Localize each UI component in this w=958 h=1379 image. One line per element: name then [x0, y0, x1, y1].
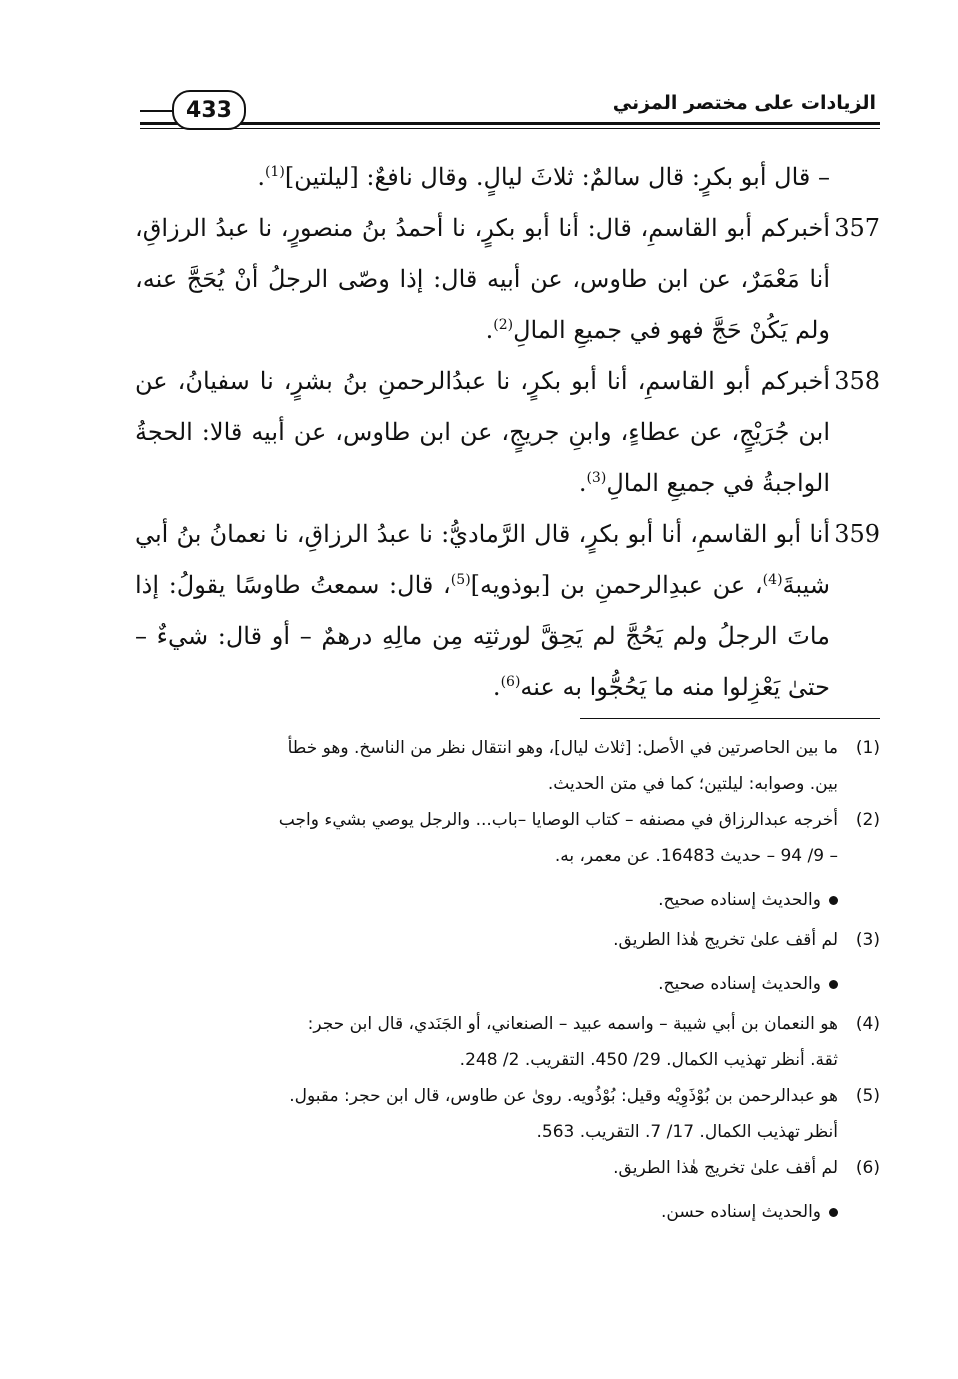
footnote-ref: (1): [264, 164, 285, 180]
header-rule-thin: [140, 128, 880, 129]
footnote-number: (6): [855, 1158, 880, 1178]
bullet-text: والحديث إسناده حسن.: [660, 1202, 821, 1222]
footnote-number: (2): [855, 810, 880, 830]
footnote-body: [135, 922, 838, 958]
footnote-body: [135, 1078, 838, 1150]
hadith-358: [135, 356, 880, 509]
hadith-357: [135, 203, 880, 356]
footnote-line: أنظر تهذيب الكمال. 17/ 7. التقريب. 563.: [536, 1122, 838, 1142]
header-rule: [140, 122, 880, 125]
hadith-number: 359: [834, 520, 880, 548]
footnote-body: [135, 1006, 838, 1078]
hadith-359: [135, 509, 880, 713]
bullet-icon: [829, 1208, 838, 1217]
footnote-body: [135, 1150, 838, 1186]
footnote-body: [135, 802, 838, 874]
footnote-bullet: [135, 882, 880, 918]
footnote-line: أخرجه عبدالرزاق في مصنفه – كتاب الوصايا –باب... والرجل يوصي بشيء واجب: [278, 810, 838, 830]
footnote-separator: [580, 718, 880, 719]
footnote-line: لم أقف علىٰ تخريج هٰذا الطريق.: [613, 1158, 838, 1178]
hadith-text: أنا أبو القاسمِ، أنا أبو بكرٍ، قال الرَّماديُّ: نا عبدُ الرزاقِ، نا نعمانُ بنُ أبي شيبةَ$^{(4)}$، عن عبدِالرحمنِ بن [بوذويه]$^{(5)}$، قال: سمعتُ طاوسًا يقولُ: إذا ماتَ الرجلُ ولم يَحُجَّ لم يَحِقَّ لورثتِه مِن مالِهِ درهمٌ – أو قال: شيءٌ – حتىٰ يَعْزِلوا منه ما يَحُجُّوا به عنه$^{(6)}$.: [135, 520, 830, 701]
main-text: [135, 152, 880, 713]
hadith-text-span: ، قال: سمعتُ طاوسًا يقولُ: إذا ماتَ الرجلُ ولم يَحُجَّ لم يَحِقَّ لورثتِه مِن مالِهِ درهمٌ – أو قال: شيءٌ – حتىٰ يَعْزِلوا منه ما يَحُجُّوا به عنه: [135, 571, 830, 701]
footnote-line: ما بين الحاصرتين في الأصل: [ثلاث ليال]، وهو انتقال نظر من الناسخ. وهو خطأ: [287, 738, 838, 758]
intro-text: – قال أبو بكرٍ: قال سالمٌ: ثلاثَ ليالٍ. وقال نافعٌ: [ليلتين]: [284, 163, 830, 191]
footnote-line: ثقة. أنظر تهذيب الكمال. 29/ 450. التقريب. 2/ 248.: [459, 1050, 838, 1070]
footnote-2: [135, 802, 880, 874]
footnote-ref: (3): [586, 470, 607, 486]
footnote-line: لم أقف علىٰ تخريج هٰذا الطريق.: [613, 930, 838, 950]
footnote-5: [135, 1078, 880, 1150]
footnote-4: [135, 1006, 880, 1078]
footnote-body: [135, 730, 838, 802]
footnote-3: [135, 922, 880, 958]
footnote-number: (5): [855, 1086, 880, 1106]
intro-paragraph: – قال أبو بكرٍ: قال سالمٌ: ثلاثَ ليالٍ. وقال نافعٌ: [ليلتين]$^{(1)}$.: [257, 163, 830, 191]
hadith-text: أخبركم أبو القاسمِ، أنا أبو بكرٍ، نا عبدُالرحمنِ بنُ بشرٍ، نا سفيانُ، عن ابن جُرَيْجٍ، عن عطاءٍ، وابنِ جريجٍ، عن ابن طاوس، عن أبيه قالا: الحجةُ الواجبةُ في جميعِ المالِ$^{(3)}$.: [135, 367, 830, 497]
page-number: 433: [172, 90, 246, 130]
footnote-number: (1): [855, 738, 880, 758]
running-title: الزيادات على مختصر المزني: [607, 92, 876, 114]
footnote-number: (4): [855, 1014, 880, 1034]
hadith-text-span: أخبركم أبو القاسمِ، أنا أبو بكرٍ، نا عبدُالرحمنِ بنُ بشرٍ، نا سفيانُ، عن ابن جُرَيْجٍ، عن عطاءٍ، وابنِ جريجٍ، عن ابن طاوس، عن أبيه قالا: الحجةُ الواجبةُ في جميعِ المالِ: [135, 367, 830, 497]
hadith-text-span: أخبركم أبو القاسمِ، قال: أنا أبو بكرٍ، نا أحمدُ بنُ منصورٍ، نا عبدُ الرزاقِ، أنا مَعْمَرٌ، عن ابن طاوس، عن أبيه قال: إذا وصّى الرجلُ أنْ يُحَجَّ عنه، ولم يَكُنْ حَجَّ فهو في جميعِ المالِ: [135, 214, 830, 344]
bullet-text: والحديث إسناده صحيح.: [658, 974, 821, 994]
hadith-text-span: ، عن عبدِالرحمنِ بن [بوذويه]: [470, 571, 763, 599]
footnote-ref: (4): [762, 572, 783, 588]
bullet-text: والحديث إسناده صحيح.: [658, 890, 821, 910]
hadith-number: 357: [834, 214, 880, 242]
footnote-line: هو النعمان بن أبي شيبة – واسمه عبيد – الصنعاني، أو الجَنَدي، قال ابن حجر:: [307, 1014, 838, 1034]
hadith-number: 358: [834, 367, 880, 395]
footnote-ref: (2): [493, 317, 514, 333]
footnote-bullet: [135, 1194, 880, 1230]
footnote-ref: (5): [450, 572, 471, 588]
footnote-line: – 9/ 94 – حديث 16483. عن معمر، به.: [554, 846, 838, 866]
hadith-text-span: أنا أبو القاسمِ، أنا أبو بكرٍ، قال الرَّماديُّ: نا عبدُ الرزاقِ، نا نعمانُ بنُ أبي شيبةَ: [135, 520, 830, 599]
footnote-1: [135, 730, 880, 802]
footnote-bullet: [135, 966, 880, 1002]
footnote-number: (3): [855, 930, 880, 950]
footnote-line: هو عبدالرحمن بن بُوْذَوِيْه وقيل: بُوْذُويه. روىٰ عن طاوس، قال ابن حجر: مقبول.: [289, 1086, 838, 1106]
bullet-icon: [829, 896, 838, 905]
footnote-6: [135, 1150, 880, 1186]
bullet-icon: [829, 980, 838, 989]
footnote-ref: (6): [500, 674, 521, 690]
hadith-text: أخبركم أبو القاسمِ، قال: أنا أبو بكرٍ، نا أحمدُ بنُ منصورٍ، نا عبدُ الرزاقِ، أنا مَعْمَرٌ، عن ابن طاوس، عن أبيه قال: إذا وصّى الرجلُ أنْ يُحَجَّ عنه، ولم يَكُنْ حَجَّ فهو في جميعِ المالِ$^{(2)}$.: [135, 214, 830, 344]
footnote-line: بين. وصوابه: ليلتين؛ كما في متن الحديث.: [547, 774, 838, 794]
footnotes: [135, 730, 880, 1234]
